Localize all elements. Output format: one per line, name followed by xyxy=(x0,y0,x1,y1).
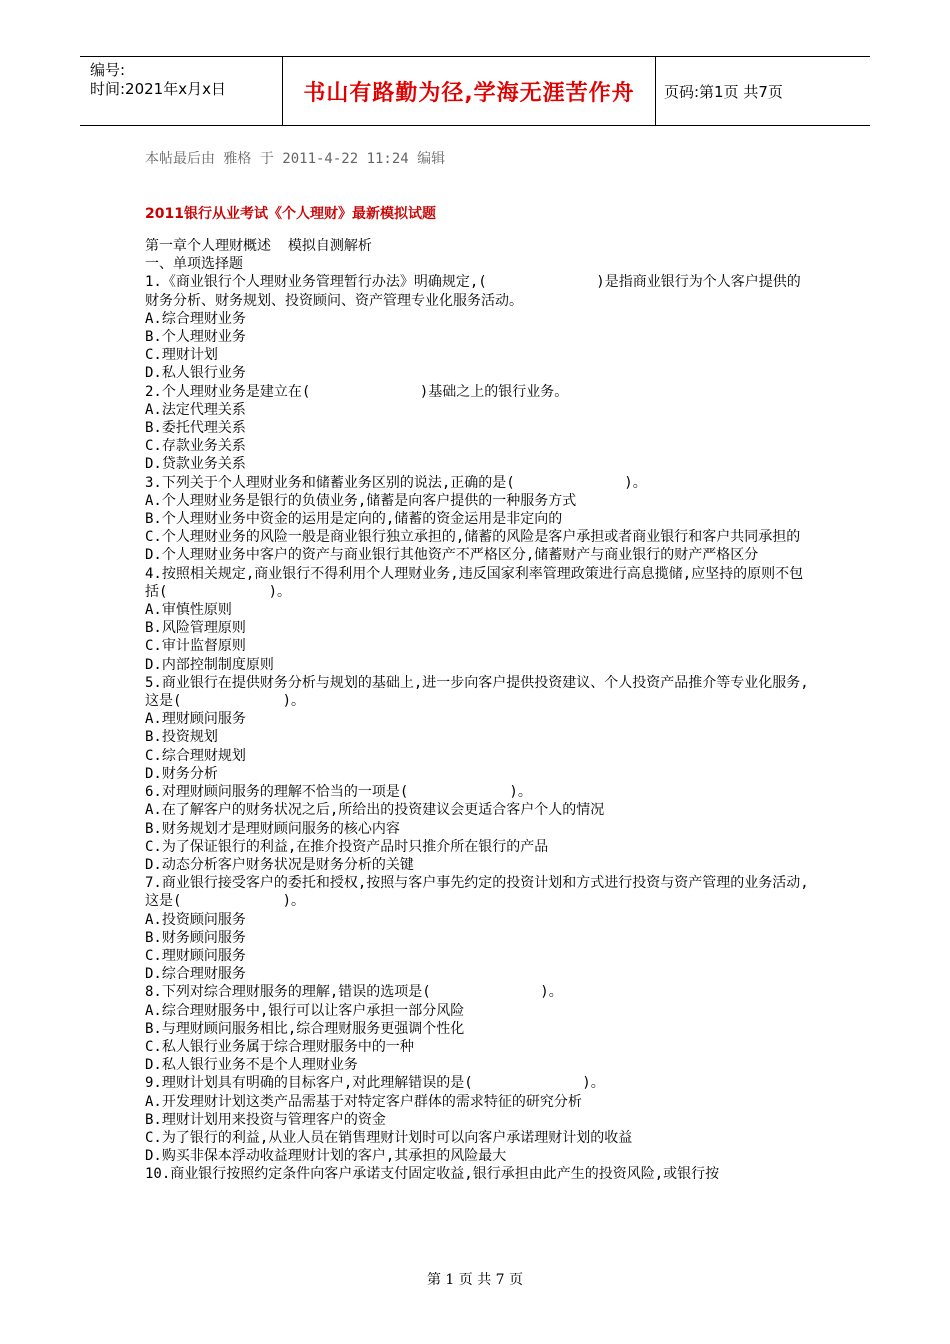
content-line: 3.下列关于个人理财业务和储蓄业务区别的说法,正确的是( )。 xyxy=(145,474,647,491)
content-line: D.贷款业务关系 xyxy=(145,456,246,473)
content-line: 4.按照相关规定,商业银行不得利用个人理财业务,违反国家利率管理政策进行高息揽储,应坚持的原则不包括( )。 xyxy=(145,565,804,600)
content-line: A.开发理财计划这类产品需基于对特定客户群体的需求特征的研究分析 xyxy=(145,1093,582,1110)
content-line: A.法定代理关系 xyxy=(145,401,246,418)
content-line: 6.对理财顾问服务的理解不恰当的一项是( )。 xyxy=(145,784,532,801)
edit-meta: 本帖最后由 雅格 于 2011-4-22 11:24 编辑 xyxy=(145,151,446,167)
content-line: C.审计监督原则 xyxy=(145,638,246,655)
content-line: B.风险管理原则 xyxy=(145,620,246,637)
content-line: C.为了银行的利益,从业人员在销售理财计划时可以向客户承诺理财计划的收益 xyxy=(145,1129,633,1146)
content-line: C.理财顾问服务 xyxy=(145,947,246,964)
document-number-label: 编号: xyxy=(90,61,126,79)
content-line: D.财务分析 xyxy=(145,765,218,782)
content-line: C.理财计划 xyxy=(145,347,218,364)
content-line: A.综合理财服务中,银行可以让客户承担一部分风险 xyxy=(145,1002,465,1019)
content-line: A.个人理财业务是银行的负债业务,储蓄是向客户提供的一种服务方式 xyxy=(145,492,577,509)
content-line: B.与理财顾问服务相比,综合理财服务更强调个性化 xyxy=(145,1020,465,1037)
content-line: 10.商业银行按照约定条件向客户承诺支付固定收益,银行承担由此产生的投资风险,或银行按 xyxy=(145,1166,720,1183)
content-line: D.私人银行业务不是个人理财业务 xyxy=(145,1057,358,1074)
content-line: 一、单项选择题 xyxy=(145,256,243,273)
content-line: D.内部控制制度原则 xyxy=(145,656,274,673)
content-line: C.私人银行业务属于综合理财服务中的一种 xyxy=(145,1038,414,1055)
content-line: D.个人理财业务中客户的资产与商业银行其他资产不严格区分,储蓄财产与商业银行的财产严格区分 xyxy=(145,547,759,564)
header-left xyxy=(90,57,280,129)
question-content xyxy=(145,237,810,1184)
content-line: B.投资规划 xyxy=(145,729,218,746)
content-line: D.购买非保本浮动收益理财计划的客户,其承担的风险最大 xyxy=(145,1148,507,1165)
document-time-label: 时间:2021年x月x日 xyxy=(90,80,226,98)
content-line: B.财务顾问服务 xyxy=(145,929,246,946)
content-line: 7.商业银行接受客户的委托和授权,按照与客户事先约定的投资计划和方式进行投资与资产管理的业务活动,这是( )。 xyxy=(145,875,809,910)
header-motto: 书山有路勤为径,学海无涯苦作舟 xyxy=(282,57,656,125)
header-page-info: 页码:第1页 共7页 xyxy=(664,82,783,101)
content-line: 第一章个人理财概述 模拟自测解析 xyxy=(145,238,372,254)
content-line: 5.商业银行在提供财务分析与规划的基础上,进一步向客户提供投资建议、个人投资产品推介等专业化服务,这是( )。 xyxy=(145,674,809,710)
content-line: A.在了解客户的财务状况之后,所给出的投资建议会更适合客户个人的情况 xyxy=(145,802,605,819)
content-line: A.投资顾问服务 xyxy=(145,911,246,928)
content-line: C.为了保证银行的利益,在推介投资产品时只推介所在银行的产品 xyxy=(145,838,549,855)
content-line: 8.下列对综合理财服务的理解,错误的选项是( )。 xyxy=(145,984,563,1001)
content-line: C.个人理财业务的风险一般是商业银行独立承担的,储蓄的风险是客户承担或者商业银行和客户共同承担的 xyxy=(145,529,801,546)
content-line: B.委托代理关系 xyxy=(145,420,246,437)
content-line: 2.个人理财业务是建立在( )基础之上的银行业务。 xyxy=(145,383,569,400)
content-line: A.综合理财业务 xyxy=(145,310,246,327)
content-line: D.综合理财服务 xyxy=(145,966,246,983)
content-line: A.审慎性原则 xyxy=(145,602,232,619)
content-line: A.理财顾问服务 xyxy=(145,711,246,728)
content-line: D.私人银行业务 xyxy=(145,365,246,382)
content-line: 1.《商业银行个人理财业务管理暂行办法》明确规定,( )是指商业银行为个人客户提供的财务分析、财务规划、投资顾问、资产管理专业化服务活动。 xyxy=(145,274,801,309)
content-line: B.理财计划用来投资与管理客户的资金 xyxy=(145,1111,386,1128)
content-line: B.个人理财业务中资金的运用是定向的,储蓄的资金运用是非定向的 xyxy=(145,511,563,528)
content-line: B.财务规划才是理财顾问服务的核心内容 xyxy=(145,820,400,837)
page-header xyxy=(80,56,870,126)
content-line: D.动态分析客户财务状况是财务分析的关键 xyxy=(145,856,414,873)
page-footer: 第 1 页 共 7 页 xyxy=(426,1272,524,1288)
content-line: B.个人理财业务 xyxy=(145,329,246,346)
content-line: C.存款业务关系 xyxy=(145,438,246,455)
content-line: 9.理财计划具有明确的目标客户,对此理解错误的是( )。 xyxy=(145,1075,605,1092)
content-line: C.综合理财规划 xyxy=(145,747,246,764)
document-title: 2011银行从业考试《个人理财》最新模拟试题 xyxy=(145,206,436,222)
